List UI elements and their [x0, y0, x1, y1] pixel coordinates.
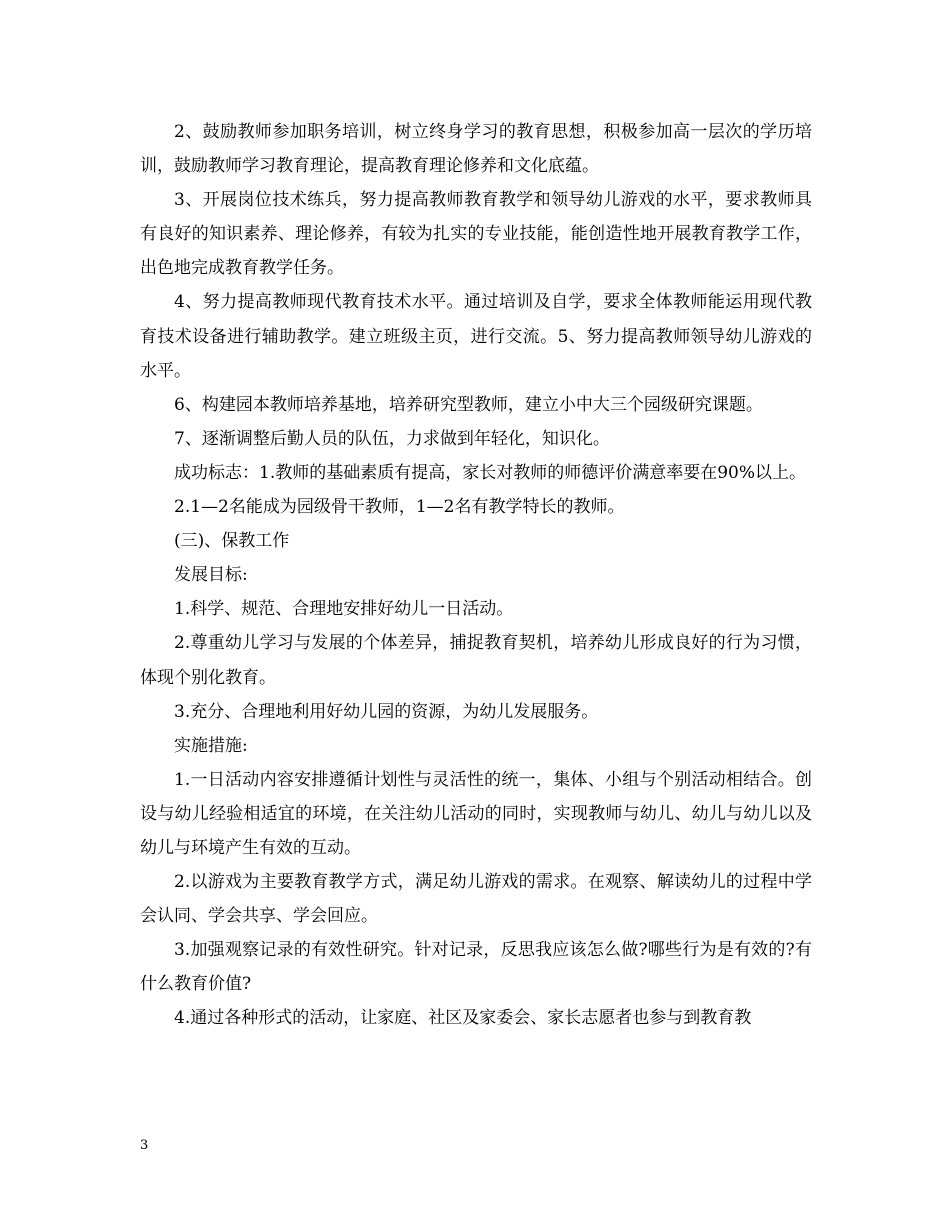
paragraph: 6、构建园本教师培养基地，培养研究型教师，建立小中大三个园级研究课题。: [174, 394, 763, 415]
paragraph: 2.尊重幼儿学习与发展的个体差异，捕捉教育契机，培养幼儿形成良好的行为习惯，体现个别化教育。: [140, 633, 812, 688]
paragraph: 2.1—2名能成为园级骨干教师，1—2名有教学特长的教师。: [174, 497, 625, 518]
paragraph: 2.以游戏为主要教育教学方式，满足幼儿游戏的需求。在观察、解读幼儿的过程中学会认同、学会共享、学会回应。: [140, 872, 812, 927]
subheading: 发展目标:: [174, 565, 248, 586]
paragraph: 1.科学、规范、合理地安排好幼儿一日活动。: [174, 599, 514, 620]
paragraph: 3.加强观察记录的有效性研究。针对记录，反思我应该怎么做?哪些行为是有效的?有什么教育价值?: [140, 940, 812, 995]
paragraph: 4.通过各种形式的活动，让家庭、社区及家委会、家长志愿者也参与到教育教: [174, 1008, 752, 1029]
paragraph: 1.一日活动内容安排遵循计划性与灵活性的统一，集体、小组与个别活动相结合。创设与幼儿经验相适宜的环境，在关注幼儿活动的同时，实现教师与幼儿、幼儿与幼儿以及幼儿与环境产生有效的互动。: [140, 769, 812, 858]
paragraph: 4、努力提高教师现代教育技术水平。通过培训及自学，要求全体教师能运用现代教育技术设备进行辅助教学。建立班级主页，进行交流。5、努力提高教师领导幼儿游戏的水平。: [140, 292, 812, 381]
page-number: 3: [140, 1138, 149, 1153]
document-body: [140, 115, 812, 1036]
paragraph: 7、逐渐调整后勤人员的队伍，力求做到年轻化，知识化。: [174, 428, 610, 449]
section-heading: (三)、保教工作: [174, 531, 290, 552]
paragraph: 2、鼓励教师参加职务培训，树立终身学习的教育思想，积极参加高一层次的学历培训，鼓励教师学习教育理论，提高教育理论修养和文化底蕴。: [140, 122, 812, 177]
paragraph: 3.充分、合理地利用好幼儿园的资源，为幼儿发展服务。: [174, 701, 599, 722]
paragraph: 3、开展岗位技术练兵，努力提高教师教育教学和领导幼儿游戏的水平，要求教师具有良好的知识素养、理论修养，有较为扎实的专业技能，能创造性地开展教育教学工作，出色地完成教育教学任务。: [140, 190, 812, 279]
subheading: 实施措施:: [174, 735, 248, 756]
paragraph: 成功标志：1.教师的基础素质有提高，家长对教师的师德评价满意率要在90%以上。: [174, 462, 807, 483]
